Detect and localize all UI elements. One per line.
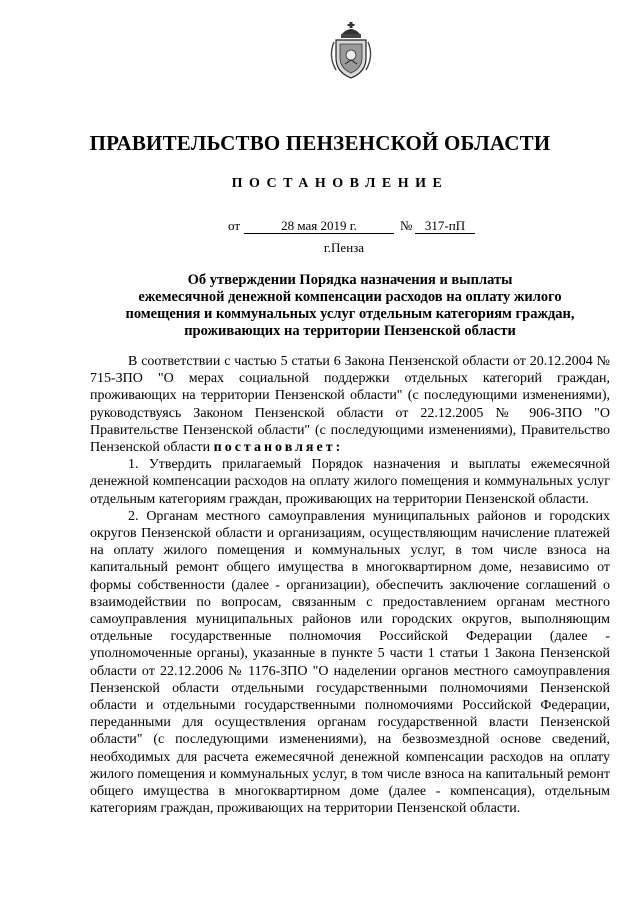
from-label: от <box>228 218 241 233</box>
item-2-paragraph: 2. Органам местного самоуправления муниципальных районов и городских округов Пензенской области и организациям, осуществляющим начисление платежей на оплату жилого помещения и коммунальных услуг, в том числе взноса на капитальный ремонт общего имущества в многоквартирном доме, независимо от формы собственности (далее - организации), обеспечить заключение соглашений о взаимодействии по вопросам, связанным с предоставлением органам местного самоуправления муниципальных районов или городских округов, выполняющим отдельные государственные полномочия Российской Федерации (далее - уполномоченные органы), указанные в пункте 5 части 1 статьи 1 Закона Пензенской области от 22.12.2006 № 1176-ЗПО "О наделении органов местного самоуправления Пензенской области отдельными государственными полномочиями Пензенской области и отдельными государственными полномочиями Российской Федерации, переданными для осуществления органам государственной власти Пензенской области" (с последующими изменениями), на безвозмездной основе сведений, необходимых для расчета ежемесячной денежной компенсации расходов на оплату жилого помещения и коммунальных услуг, в том числе взноса на капитальный ремонт общего имущества в многоквартирном доме (далее - компенсация), отдельным категориям граждан, проживающих на территории Пензенской области. <box>90 508 610 817</box>
document-type: ПОСТАНОВЛЕНИЕ <box>231 176 449 191</box>
intro-text: В соответствии с частью 5 статьи 6 Закона Пензенской области от 20.12.2004 № 715-ЗПО "О мерах социальной поддержки отдельных категорий граждан, проживающих на территории Пензенской области" (с последующими изменениями), руководствуясь Законом Пензенской области от 22.12.2005 № 906-ЗПО "О Правительстве Пензенской области" (с последующими изменениями), Правительство Пензенской области <box>90 354 610 456</box>
item-1-paragraph: 1. Утвердить прилагаемый Порядок назначения и выплаты ежемесячной денежной компенсации расходов на оплату жилого помещения и коммунальных услуг отдельным категориям граждан, проживающих на территории Пензенской области. <box>90 457 610 507</box>
document-date: 28 мая 2019 г. <box>244 218 394 234</box>
document-number: 317-пП <box>415 218 475 234</box>
document-body <box>90 353 610 817</box>
organization-title: ПРАВИТЕЛЬСТВО ПЕНЗЕНСКОЙ ОБЛАСТИ <box>89 131 551 155</box>
title-line: проживающих на территории Пензенской области <box>184 323 516 339</box>
intro-paragraph <box>90 353 610 456</box>
title-line: Об утверждении Порядка назначения и выплаты <box>187 272 513 288</box>
number-label: № <box>400 218 413 233</box>
city-label: г.Пенза <box>323 240 365 255</box>
decree-word: постановляет: <box>213 440 344 456</box>
title-line: ежемесячной денежной компенсации расходов на оплату жилого <box>138 289 562 305</box>
coat-of-arms-emblem <box>326 22 376 80</box>
document-title <box>110 272 590 340</box>
title-line: помещения и коммунальных услуг отдельным категориям граждан, <box>125 306 575 322</box>
